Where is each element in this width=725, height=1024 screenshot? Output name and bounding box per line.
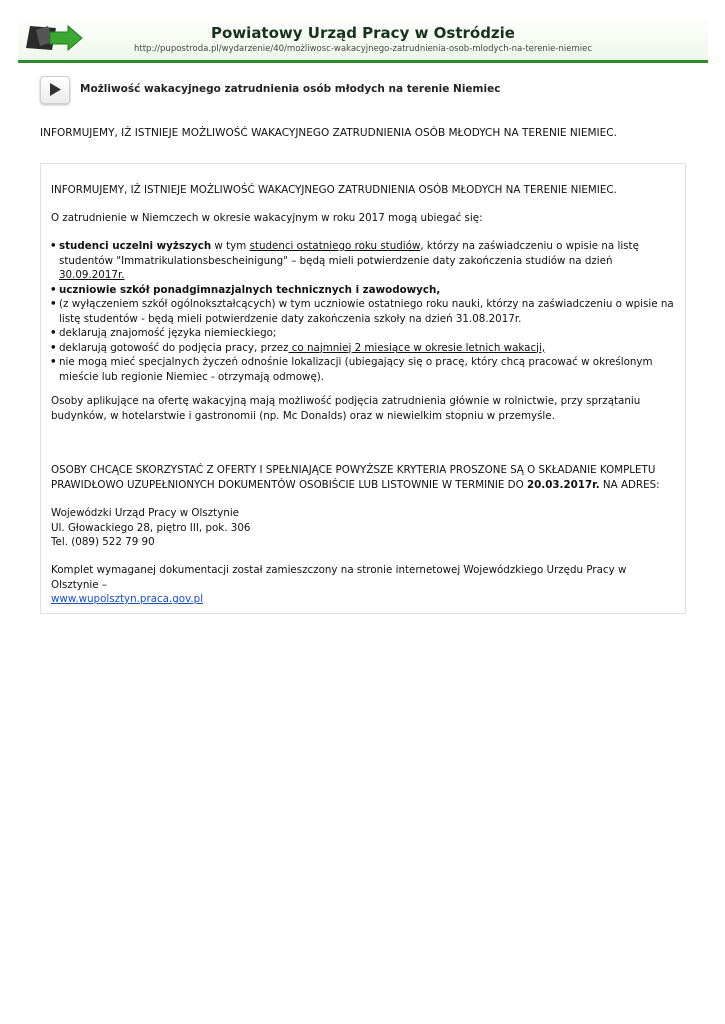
paragraph-eligibility: O zatrudnienie w Niemczech w okresie wakacyjnym w roku 2017 mogą ubiegać się: [51,212,483,224]
list-item: • uczniowie szkół ponadgimnazjalnych technicznych i zawodowych, [51,283,677,298]
wup-link[interactable]: www.wupolsztyn.praca.gov.pl [51,593,204,605]
eligibility-list [51,239,677,384]
article-content-box [40,163,686,614]
list-item: • deklarują znajomość języka niemieckiego; [51,326,677,341]
paragraph-deadline: OSOBY CHCĄCE SKORZYSTAĆ Z OFERTY I SPEŁNIAJĄCE POWYŻSZE KRYTERIA PROSZONE SĄ O SKŁADANIE KOMPLETU PRAWIDŁOWO UZUPEŁNIONYCH DOKUMENTÓW OSOBIŚCIE LUB LISTOWNIE W TERMINIE DO 20.03.2017r. NA ADRES: [51,464,660,491]
list-item: • nie mogą mieć specjalnych życzeń odnośnie lokalizacji (ubiegający się o pracę, który chcą pracować w określonym mieście lub regionie Niemiec - otrzymają odmowę). [51,355,677,384]
address-line: Wojewódzki Urząd Pracy w Olsztynie [51,507,240,519]
article-lead: INFORMUJEMY, IŻ ISTNIEJE MOŻLIWOŚĆ WAKACYJNEGO ZATRUDNIENIA OSÓB MŁODYCH NA TERENIE NIEMIEC. [40,127,617,139]
article-header [40,76,680,106]
phone-line: Tel. (089) 522 79 90 [51,536,155,548]
list-item: • deklarują gotowość do podjęcia pracy, przez co najmniej 2 miesiące w okresie letnich wakacji, [51,341,677,356]
paragraph-intro: INFORMUJEMY, IŻ ISTNIEJE MOŻLIWOŚĆ WAKACYJNEGO ZATRUDNIENIA OSÓB MŁODYCH NA TERENIE NIEMIEC. [51,184,617,196]
site-header [18,16,708,63]
article-title: Możliwość wakacyjnego zatrudnienia osób młodych na terenie Niemiec [80,83,501,95]
paragraph-sectors: Osoby aplikujące na ofertę wakacyjną mają możliwość podjęcia zatrudnienia głównie w rolnictwie, przy sprzątaniu budynków, w hotelarstwie i gastronomii (np. Mc Donalds) oraz w niewielkim stopniu w przemyśle. [51,395,641,422]
page-url: http://pupostroda.pl/wydarzenie/40/możliwosc-wakacyjnego-zatrudnienia-osob-mlodych-na-terenie-niemiec [134,44,592,54]
site-title: Powiatowy Urząd Pracy w Ostródzie [211,24,515,42]
list-item: • studenci uczelni wyższych w tym studenci ostatniego roku studiów, którzy na zaświadczeniu o wpisie na listę studentów "Immatrikulationsbescheinigung" – będą mieli potwierdzenie daty zakończenia studiów na dzień 30.09.2017r. [51,239,677,283]
paragraph-documents: Komplet wymaganej dokumentacji został zamieszczony na stronie internetowej Wojewódzkiego Urzędu Pracy w Olsztynie – www.wupolsztyn.praca.gov.pl [51,564,627,605]
address-line: Ul. Głowackiego 28, piętro III, pok. 306 [51,521,251,534]
play-arrow-button[interactable] [40,76,70,104]
address-block [51,506,250,550]
play-arrow-icon [50,83,61,96]
list-item: • (z wyłączeniem szkół ogólnokształcących) w tym uczniowie ostatniego roku nauki, którzy na zaświadczeniu o wpisie na listę studentów - będą mieli potwierdzenie daty zakończenia szkoły na dzień 31.08.2017r. [51,297,677,326]
